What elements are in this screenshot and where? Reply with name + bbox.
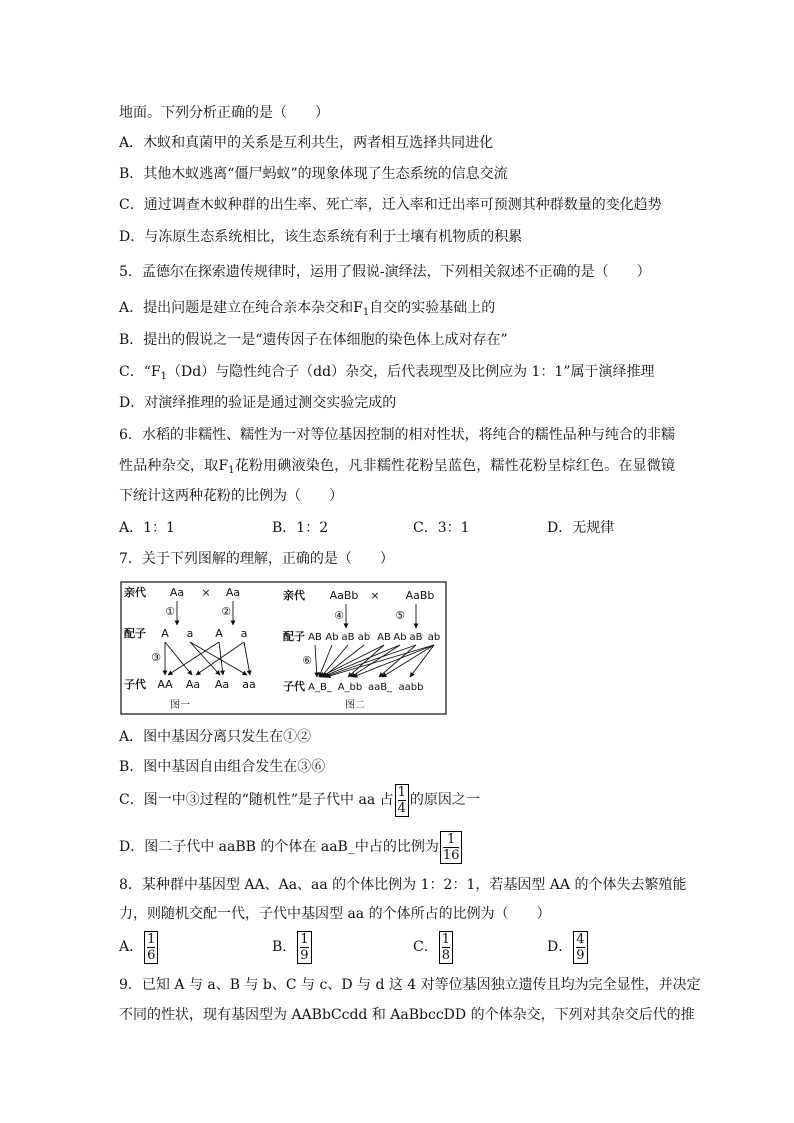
fig2-gamete: Ab [325, 632, 339, 643]
fig1-offspring: Aa [185, 678, 201, 691]
fraction-numerator: 1 [441, 931, 450, 947]
fraction-numerator: 1 [397, 784, 406, 800]
fig2-offspring: A_bb [337, 682, 363, 693]
q6-stem-line2: 性品种杂交，取$F_1$花粉用碘液染色，凡非糯性花粉呈蓝色，糯性花粉呈棕红色。在显微镜 [119, 458, 675, 476]
q9-stem-line2: 不同的性状，现有基因型为 AABbCcdd 和 AaBbccDD 的个体杂交，下列对其杂交后代的推 [119, 1007, 695, 1023]
fig2-fertilization-line [315, 645, 317, 677]
q7-option-d: D．图二子代中 aaBB 的个体在 aaB_中占的比例为 $\frac{1}{16}$ [119, 829, 463, 865]
fig2-gamete: aB [409, 632, 423, 643]
fig1-fertilization-line [165, 642, 192, 675]
fig1-offspring: aa [242, 678, 256, 691]
q8-option-b: B． $\frac{1}{9}$ [272, 929, 313, 965]
fig2-parent2: AaBb [405, 589, 435, 602]
fraction-numerator: 1 [300, 931, 309, 947]
fig1-fertilization-line [190, 642, 247, 675]
fig2-fertilization-line [326, 645, 434, 677]
q7-option-a: A．图中基因分离只发生在①② [119, 729, 312, 745]
q5-option-b: B．提出的假说之一是“遗传因子在体细胞的染色体上成对存在” [119, 332, 508, 348]
q9-stem-line1: 9．已知 A 与 a、B 与 b、C 与 c、D 与 d 这 4 对等位基因独立遗传且均为完全显性，并决定 [119, 977, 701, 993]
fig1-cross-symbol: × [201, 586, 211, 599]
fig2-fertilization-line [382, 645, 434, 677]
fig2-gamete: Ab [393, 632, 407, 643]
fig2-step4-marker: ④ [334, 609, 344, 622]
q5-option-a: A．提出问题是建立在纯合亲本杂交和$F_1$自交的实验基础上的 [119, 300, 496, 318]
q6-option-d: D．无规律 [547, 520, 615, 536]
fig2-offspring: A_B_ [308, 682, 332, 693]
q6-option-a: A．1：1 [119, 520, 175, 536]
q4-option-b: B．其他木蚁逃离“僵尸蚂蚁”的现象体现了生态系统的信息交流 [119, 166, 508, 182]
fig1-fertilization-line [244, 642, 250, 675]
fig2-gamete-label: 配子 [283, 630, 305, 643]
fig1-gamete-label: 配子 [124, 627, 146, 640]
q7-option-b: B．图中基因自由组合发生在③⑥ [119, 759, 326, 775]
fraction-numerator: 4 [576, 931, 585, 947]
fig1-offspring-label: 子代 [124, 678, 146, 691]
fig2-gamete: AB [377, 632, 391, 643]
fraction [439, 931, 453, 964]
q8-option-c: C． $\frac{1}{8}$ [413, 929, 454, 965]
fraction-numerator: 1 [147, 931, 156, 947]
fig2-cross-symbol: × [370, 589, 380, 602]
fraction-denominator: 8 [441, 947, 450, 963]
fraction-denominator: 4 [397, 800, 406, 816]
q6-stem-line1: 6．水稻的非糯性、糯性为一对等位基因控制的相对性状，将纯合的糯性品种与纯合的非糯 [119, 427, 675, 443]
fig2-fertilization-line [322, 645, 400, 677]
fig2-fertilization-line [324, 645, 416, 677]
fig2-gamete: ab [357, 632, 371, 643]
q8-stem-line2: 力，则随机交配一代，子代中基因型 aa 的个体所占的比例为（ ） [119, 906, 551, 922]
fig2-gamete: aB [341, 632, 355, 643]
fraction-denominator: 9 [300, 947, 309, 963]
fig2-offspring: aabb [398, 682, 424, 693]
fig2-offspring-label: 子代 [283, 680, 305, 693]
q4-option-c: C．通过调查木蚁种群的出生率、死亡率，迁入率和迁出率可预测其种群数量的变化趋势 [119, 197, 662, 213]
fraction-numerator: 1 [443, 832, 460, 848]
fig2-gamete: ab [427, 632, 441, 643]
fraction [297, 931, 311, 964]
q5-option-c: C．“$F_1(Dd)$与隐性纯合子（dd）杂交，后代表现型及比例应为 1：1”属于演绎推理 [119, 364, 655, 382]
q8-stem-line1: 8．某种群中基因型 AA、Aa、aa 的个体比例为 1：2：1，若基因型 AA 的个体失去繁殖能 [119, 877, 687, 893]
fig2-gamete: AB [308, 632, 322, 643]
fig1-parent-label: 亲代 [124, 586, 146, 599]
fig1-fertilization-line [168, 642, 219, 675]
fig1-step3-marker: ③ [151, 651, 161, 664]
fig1-gamete: a [240, 627, 248, 640]
fig1-parent2: Aa [225, 586, 241, 599]
figure-one [124, 585, 256, 711]
fraction [395, 784, 409, 817]
fig1-gamete: A [215, 627, 223, 640]
fig1-step1-marker: ① [165, 605, 175, 618]
fig2-offspring: aaB_ [367, 682, 393, 693]
fraction [144, 931, 158, 964]
q6-option-b: B．1：2 [272, 520, 329, 536]
q6-stem-line3: 下统计这两种花粉的比例为（ ） [119, 488, 343, 504]
fig1-caption: 图一 [170, 700, 190, 711]
fraction-denominator: 16 [442, 847, 460, 863]
fig1-offspring: Aa [214, 678, 230, 691]
fig2-parent-label: 亲代 [283, 589, 305, 602]
fig1-step2-marker: ② [221, 605, 231, 618]
q5-stem: 5．孟德尔在探索遗传规律时，运用了假说-演绎法，下列相关叙述不正确的是（ ） [119, 264, 651, 280]
fig1-parent1: Aa [169, 586, 185, 599]
fig2-step5-marker: ⑤ [395, 609, 405, 622]
fraction [440, 831, 463, 864]
q7-stem: 7．关于下列图解的理解，正确的是（ ） [119, 551, 394, 567]
q7-option-c: C．图一中③过程的“随机性”是子代中 aa 占 $\frac{1}{4}$ 的原因之一 [119, 784, 480, 816]
q4-stem-tail: 地面。下列分析正确的是（ ） [119, 105, 329, 121]
fig1-gamete: a [186, 627, 194, 640]
fig1-fertilization-line [190, 642, 220, 675]
fig2-parent1: AaBb [329, 589, 359, 602]
q4-option-d: D．与冻原生态系统相比，该生态系统有利于土壤有机物质的积累 [119, 229, 523, 245]
figure-two [283, 588, 440, 711]
q6-option-c: C．3：1 [413, 520, 470, 536]
q4-option-a: A．木蚁和真菌甲的关系是互利共生，两者相互选择共同进化 [119, 135, 494, 151]
fig2-step6-marker: ⑥ [302, 654, 312, 667]
fig2-fertilization-line [379, 645, 416, 677]
fig1-gamete: A [161, 627, 169, 640]
fraction-denominator: 9 [576, 947, 585, 963]
fig2-caption: 图二 [345, 700, 365, 711]
fig1-offspring: AA [157, 678, 173, 691]
q8-option-a: A． $\frac{1}{6}$ [119, 929, 159, 965]
fraction-denominator: 6 [147, 947, 156, 963]
q5-option-d: D．对演绎推理的验证是通过测交实验完成的 [119, 395, 397, 411]
q8-option-d: D． $\frac{4}{9}$ [547, 929, 589, 965]
genetics-diagram-figure [120, 581, 448, 716]
fraction [573, 931, 587, 964]
